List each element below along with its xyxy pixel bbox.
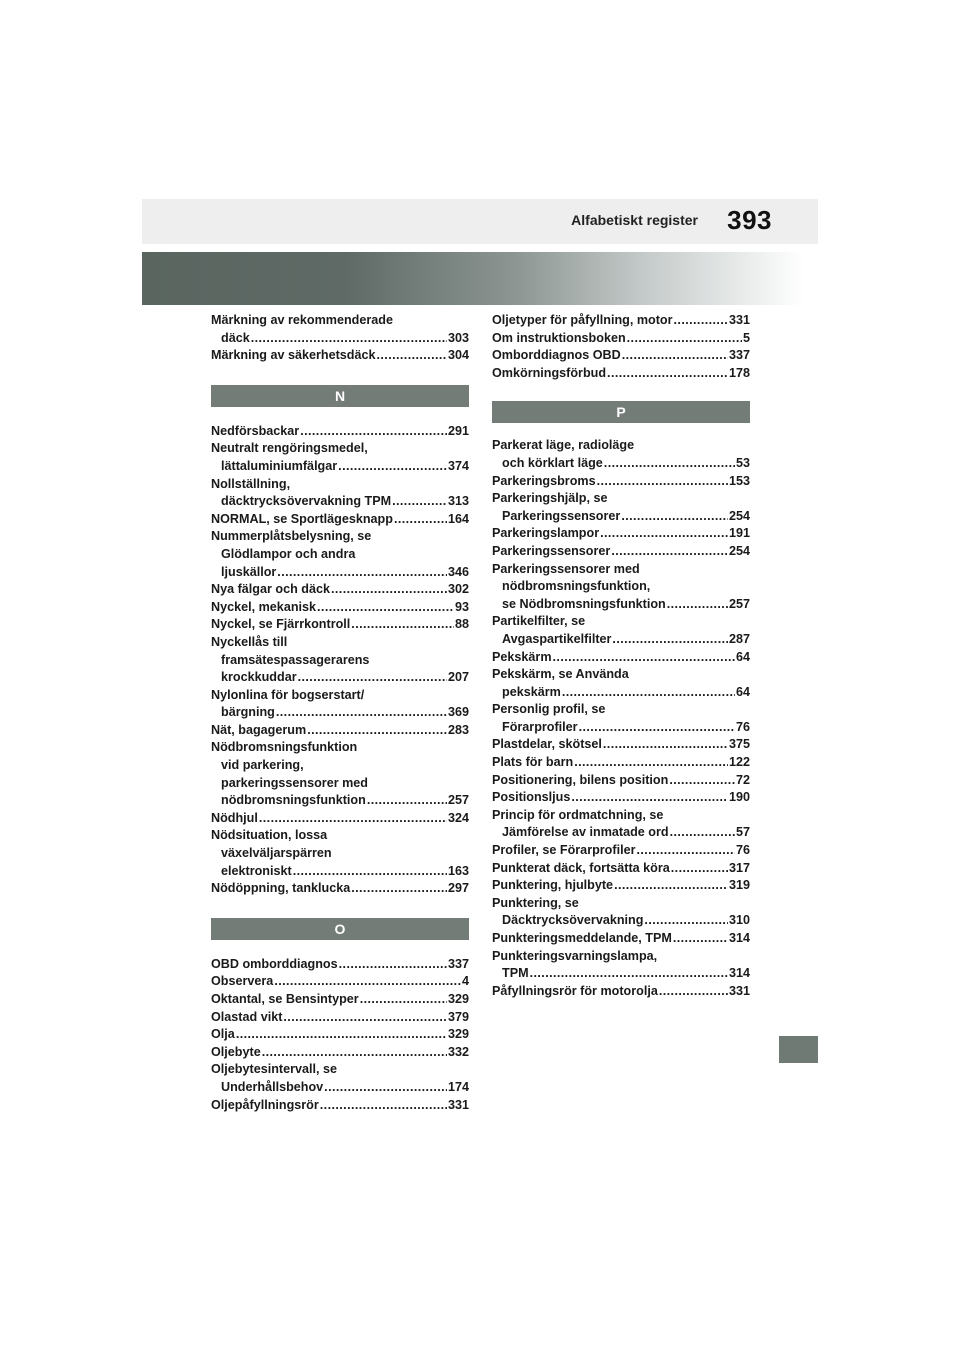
index-entry <box>211 722 469 740</box>
dot-leader <box>392 493 447 511</box>
index-entry-page: 76 <box>735 843 750 858</box>
index-entry-term: Underhållsbehov <box>221 1079 324 1094</box>
index-entry-page: 64 <box>735 649 750 664</box>
index-entry <box>492 330 750 348</box>
dot-leader <box>614 877 728 895</box>
index-entry-term: Nyckel, se Fjärrkontroll <box>211 617 351 632</box>
index-entry-term: Observera <box>211 974 274 989</box>
index-entry-term: Nödhjul <box>211 810 258 825</box>
index-entry-page: 379 <box>447 1009 469 1024</box>
dot-leader <box>621 508 728 526</box>
index-entry-line: framsätespassagerarens <box>221 652 370 667</box>
index-entry-term: Omborddiagnos OBD <box>492 348 621 363</box>
index-entry <box>211 956 469 974</box>
index-entry <box>211 423 469 441</box>
index-entry-page: 314 <box>728 931 750 945</box>
index-entry-page: 332 <box>447 1044 469 1059</box>
index-entry <box>492 930 750 948</box>
dot-leader <box>317 599 454 617</box>
dot-leader <box>394 511 447 529</box>
index-entry-page: 302 <box>447 582 469 597</box>
dot-leader <box>339 956 447 974</box>
index-entry <box>492 772 750 790</box>
index-entry <box>211 687 469 722</box>
dot-leader <box>597 473 728 491</box>
index-entry <box>492 736 750 754</box>
index-entry <box>492 543 750 561</box>
index-entry-page: 163 <box>447 863 469 878</box>
dot-leader <box>671 860 728 878</box>
index-entry-term: Påfyllningsrör för motorolja <box>492 983 658 998</box>
index-entry-page: 374 <box>447 458 469 473</box>
index-entry-line: växelväljarspärren <box>221 846 332 861</box>
dot-leader <box>611 543 728 561</box>
index-entry <box>492 490 750 525</box>
dot-leader <box>669 772 735 790</box>
index-entry-page: 310 <box>728 913 750 928</box>
index-entry-term: TPM <box>502 966 529 981</box>
index-entry-term: Om instruktionsboken <box>492 330 626 345</box>
index-entry-page: 207 <box>447 670 469 685</box>
index-entry-page: 57 <box>735 825 750 840</box>
dot-leader <box>579 719 735 737</box>
dot-leader <box>320 1097 447 1115</box>
index-entry-page: 76 <box>735 719 750 734</box>
header-banner <box>142 252 818 305</box>
index-entry-term: OBD omborddiagnos <box>211 956 338 971</box>
index-entry-page: 4 <box>461 974 469 989</box>
index-entry-term: Oljebyte <box>211 1044 261 1059</box>
index-entry-page: 174 <box>447 1079 469 1094</box>
index-entry-page: 190 <box>728 790 750 805</box>
index-entry <box>211 1061 469 1096</box>
index-entry-term: Nya fälgar och däck <box>211 582 330 597</box>
dot-leader <box>300 423 447 441</box>
index-entry-page: 331 <box>447 1097 469 1112</box>
index-entry <box>211 581 469 599</box>
index-column-left <box>211 312 469 1114</box>
index-entry-term: nödbromsningsfunktion <box>221 793 366 808</box>
index-entry <box>492 701 750 736</box>
dot-leader <box>251 330 447 348</box>
index-entry-line: vid parkering, <box>221 758 304 773</box>
index-entry-page: 257 <box>728 596 750 611</box>
dot-leader <box>627 330 742 348</box>
index-entry-term: Profiler, se Förarprofiler <box>492 843 636 858</box>
index-entry-term: Oktantal, se Bensintyper <box>211 992 359 1006</box>
index-entry-page: 72 <box>735 772 750 787</box>
index-entry-term: Parkeringssensorer <box>502 508 621 523</box>
index-entry-term: Nät, bagagerum <box>211 722 307 737</box>
index-entry-page: 337 <box>447 956 469 971</box>
index-entry-term: Oljepåfyllningsrör <box>211 1097 319 1112</box>
index-column-right <box>492 312 750 1000</box>
index-entry <box>211 616 469 634</box>
index-entry-term: Positionsljus <box>492 790 571 805</box>
index-entry <box>211 880 469 898</box>
dot-leader <box>259 810 447 828</box>
index-entry-term: krockkuddar <box>221 670 297 685</box>
dot-leader <box>553 649 735 667</box>
index-entry-term: och körklart läge <box>502 455 603 470</box>
index-entry-line: Punkteringsvarningslampa, <box>492 948 658 963</box>
index-entry <box>211 810 469 828</box>
index-entry-term: Märkning av säkerhetsdäck <box>211 348 376 363</box>
index-entry-term: Parkeringslampor <box>492 526 600 541</box>
index-entry-term: Parkeringssensorer <box>492 543 611 558</box>
index-entry-page: 254 <box>728 508 750 523</box>
dot-leader <box>360 991 447 1009</box>
index-entry <box>492 842 750 860</box>
index-entry <box>211 1044 469 1062</box>
index-entry-term: Nödöppning, tanklucka <box>211 881 351 896</box>
dot-leader <box>307 722 447 740</box>
index-entry-page: 93 <box>454 599 469 614</box>
index-entry-term: Däcktrycksövervakning <box>502 913 644 928</box>
index-entry-page: 287 <box>728 631 750 646</box>
index-entry-page: 329 <box>447 992 469 1006</box>
dot-leader <box>367 792 447 810</box>
index-entry-page: 346 <box>447 564 469 579</box>
index-entry-line: Nummerplåtsbelysning, se <box>211 529 372 544</box>
index-entry <box>492 365 750 383</box>
index-entry-term: däcktrycksövervakning TPM <box>221 494 392 509</box>
index-letter-heading: N <box>211 385 469 407</box>
index-entry-line: Märkning av rekommenderade <box>211 313 393 327</box>
dot-leader <box>571 789 728 807</box>
index-entry <box>492 983 750 1001</box>
index-entry <box>211 440 469 475</box>
dot-leader <box>667 596 728 614</box>
index-entry-term: Oljetyper för påfyllning, motor <box>492 313 673 327</box>
dot-leader <box>324 1079 447 1097</box>
index-entry <box>492 649 750 667</box>
index-entry <box>492 948 750 983</box>
index-entry <box>492 877 750 895</box>
index-entry-term: Punkteringsmeddelande, TPM <box>492 931 672 945</box>
index-entry-line: Parkeringshjälp, se <box>492 491 608 506</box>
index-entry-page: 254 <box>728 543 750 558</box>
page-header <box>142 199 818 244</box>
index-entry-page: 164 <box>447 511 469 526</box>
index-entry-page: 375 <box>728 737 750 752</box>
index-entry-term: se Nödbromsningsfunktion <box>502 596 666 611</box>
dot-leader <box>607 365 728 383</box>
dot-leader <box>276 704 447 722</box>
index-entry-term: pekskärm <box>502 684 561 699</box>
index-entry <box>492 561 750 614</box>
dot-leader <box>351 880 447 898</box>
index-entry-page: 64 <box>735 684 750 699</box>
index-entry-line: Parkeringssensorer med <box>492 561 640 576</box>
index-entry <box>492 860 750 878</box>
index-entry-page: 303 <box>447 330 469 345</box>
index-entry-page: 257 <box>447 793 469 808</box>
dot-leader <box>603 736 728 754</box>
index-entry-term: Nyckel, mekanisk <box>211 599 317 614</box>
dot-leader <box>622 347 728 365</box>
index-entry-page: 304 <box>447 348 469 363</box>
header-title: Alfabetiskt register <box>571 212 698 228</box>
dot-leader <box>236 1026 447 1044</box>
index-entry-line: Neutralt rengöringsmedel, <box>211 441 368 456</box>
index-entry-term: ljuskällor <box>221 564 277 579</box>
index-entry <box>211 973 469 991</box>
index-entry-term: NORMAL, se Sportlägesknapp <box>211 511 393 526</box>
dot-leader <box>262 1044 447 1062</box>
index-entry-page: 369 <box>447 705 469 720</box>
index-entry-line: Nödsituation, lossa <box>211 828 328 843</box>
index-entry-term: Avgaspartikelfilter <box>502 631 612 646</box>
index-entry-term: Plats för barn <box>492 755 574 770</box>
index-entry-page: 191 <box>728 526 750 541</box>
index-entry-line: Nödbromsningsfunktion <box>211 740 358 755</box>
index-entry-term: Jämförelse av inmatade ord <box>502 825 669 840</box>
index-entry-term: Plastdelar, skötsel <box>492 737 602 752</box>
index-letter-heading: O <box>211 918 469 940</box>
dot-leader <box>562 684 735 702</box>
index-entry-page: 329 <box>447 1027 469 1042</box>
section-tab <box>779 1036 818 1063</box>
index-entry <box>211 991 469 1009</box>
dot-leader <box>274 973 461 991</box>
index-entry-term: lättaluminiumfälgar <box>221 458 338 473</box>
index-entry <box>492 613 750 648</box>
dot-leader <box>673 930 728 948</box>
index-entry-line: Personlig profil, se <box>492 702 606 717</box>
index-entry-page: 5 <box>742 330 750 345</box>
index-entry <box>211 827 469 880</box>
index-entry-page: 297 <box>447 881 469 896</box>
index-entry <box>211 312 469 347</box>
dot-leader <box>293 863 447 881</box>
index-entry <box>211 599 469 617</box>
index-entry-term: Omkörningsförbud <box>492 365 607 380</box>
index-entry-line: Oljebytesintervall, se <box>211 1062 337 1077</box>
dot-leader <box>298 669 447 687</box>
index-entry-page: 331 <box>728 313 750 327</box>
index-entry-page: 317 <box>728 860 750 875</box>
dot-leader <box>338 458 447 476</box>
index-entry-page: 88 <box>454 617 469 632</box>
index-entry <box>492 895 750 930</box>
index-entry-page: 153 <box>728 473 750 488</box>
index-entry <box>492 437 750 472</box>
index-entry <box>211 634 469 687</box>
index-entry <box>492 789 750 807</box>
index-entry-term: däck <box>221 330 250 345</box>
index-entry <box>211 1026 469 1044</box>
index-entry <box>492 473 750 491</box>
dot-leader <box>612 631 728 649</box>
index-entry <box>492 807 750 842</box>
index-entry-line: parkeringssensorer med <box>221 775 368 790</box>
index-entry-term: Förarprofiler <box>502 719 578 734</box>
dot-leader <box>277 564 447 582</box>
dot-leader <box>670 824 735 842</box>
index-entry <box>492 312 750 330</box>
index-entry-page: 178 <box>728 365 750 380</box>
index-entry-term: Olja <box>211 1027 235 1042</box>
index-entry <box>492 666 750 701</box>
index-entry <box>211 511 469 529</box>
index-entry-line: Partikelfilter, se <box>492 614 586 629</box>
index-entry <box>492 754 750 772</box>
index-entry <box>211 739 469 809</box>
index-entry-page: 313 <box>447 494 469 509</box>
dot-leader <box>351 616 454 634</box>
dot-leader <box>636 842 735 860</box>
dot-leader <box>600 525 728 543</box>
index-entry-term: Punktering, hjulbyte <box>492 878 614 893</box>
dot-leader <box>674 312 728 330</box>
index-entry-page: 122 <box>728 755 750 770</box>
index-entry-line: Nylonlina för bogserstart/ <box>211 687 365 702</box>
index-entry-term: Pekskärm <box>492 649 552 664</box>
index-entry <box>211 476 469 511</box>
index-entry-line: Princip för ordmatchning, se <box>492 807 664 822</box>
index-entry <box>211 347 469 365</box>
dot-leader <box>377 347 447 365</box>
index-entry-term: bärgning <box>221 705 275 720</box>
index-entry-line: Glödlampor och andra <box>221 546 356 561</box>
dot-leader <box>574 754 728 772</box>
index-entry-line: Punktering, se <box>492 895 579 910</box>
dot-leader <box>644 912 728 930</box>
index-entry-page: 283 <box>447 722 469 737</box>
dot-leader <box>530 965 728 983</box>
dot-leader <box>604 455 735 473</box>
dot-leader <box>331 581 447 599</box>
page-number: 393 <box>727 205 772 235</box>
index-entry <box>492 347 750 365</box>
index-entry-term: Nedförsbackar <box>211 423 300 438</box>
index-entry-page: 324 <box>447 810 469 825</box>
index-entry-page: 314 <box>728 966 750 981</box>
index-entry-term: Positionering, bilens position <box>492 772 669 787</box>
index-entry-line: nödbromsningsfunktion, <box>502 579 651 594</box>
index-letter-heading: P <box>492 401 750 423</box>
index-entry-term: Olastad vikt <box>211 1009 283 1024</box>
index-entry <box>211 1097 469 1115</box>
index-entry-line: Nyckellås till <box>211 634 288 649</box>
index-entry <box>492 525 750 543</box>
index-entry-page: 337 <box>728 348 750 363</box>
index-entry-line: Nollställning, <box>211 476 291 491</box>
index-entry-page: 319 <box>728 878 750 893</box>
index-entry-line: Pekskärm, se Använda <box>492 667 629 682</box>
index-entry-term: elektroniskt <box>221 863 292 878</box>
index-entry-page: 331 <box>728 983 750 998</box>
dot-leader <box>659 983 728 1001</box>
index-entry-term: Parkeringsbroms <box>492 473 596 488</box>
index-entry-line: Parkerat läge, radioläge <box>492 438 635 453</box>
index-entry-page: 291 <box>447 423 469 438</box>
index-entry-page: 53 <box>735 455 750 470</box>
index-entry <box>211 1009 469 1027</box>
dot-leader <box>283 1009 447 1027</box>
index-entry-term: Punkterat däck, fortsätta köra <box>492 860 670 875</box>
index-entry <box>211 528 469 581</box>
